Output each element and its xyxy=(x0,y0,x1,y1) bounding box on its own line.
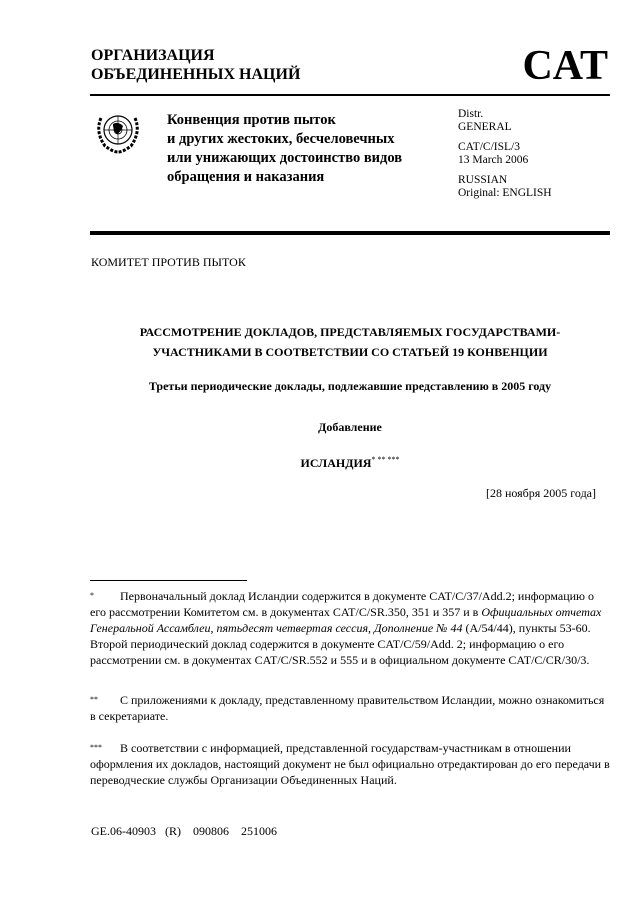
country-heading xyxy=(90,450,610,473)
org-line: ОРГАНИЗАЦИЯ xyxy=(91,47,215,64)
subtitle: Третьи периодические доклады, подлежавшие представлению в 2005 году xyxy=(148,379,552,393)
title-line: РАССМОТРЕНИЕ ДОКЛАДОВ, ПРЕДСТАВЛЯЕМЫХ ГОСУДАРСТВАМИ- xyxy=(139,325,561,339)
footnote-divider xyxy=(90,580,247,581)
distr-label: Distr. xyxy=(458,108,484,120)
footnote-text: С приложениями к докладу, представленному правительством Исландии, можно ознакомиться в секретариате. xyxy=(90,693,605,723)
committee-name: КОМИТЕТ ПРОТИВ ПЫТОК xyxy=(91,255,246,269)
footnote-text: Первоначальный доклад Исландии содержится в документе CAT/C/37/Add.2; информацию о его рассмотрении Комитетом см. в документах CAT/C/SR.350, 351 и 357 и в xyxy=(90,589,595,619)
footnote xyxy=(90,588,610,668)
convention-line: и других жестоких, бесчеловечных xyxy=(167,131,395,147)
footnote-text: В соответствии с информацией, представленной государствам-участникам в отношении оформления их докладов, настоящий документ не был официально отредактирован до его передачи в переводческие службы Организации Объединенных Наций. xyxy=(90,741,610,787)
footnote-mark: * xyxy=(90,591,94,600)
report-date: [28 ноября 2005 года] xyxy=(485,486,596,500)
convention-title xyxy=(167,111,402,187)
org-line: ОБЪЕДИНЕННЫХ НАЦИЙ xyxy=(91,66,301,83)
footnote xyxy=(90,692,610,724)
footnote xyxy=(90,740,610,788)
title-line: УЧАСТНИКАМИ В СООТВЕТСТВИИ СО СТАТЬЕЙ 19 КОНВЕНЦИИ xyxy=(152,345,548,359)
distr-value: GENERAL xyxy=(458,121,512,133)
divider xyxy=(90,94,610,96)
footnote-text: (A/54/44), пункты 53-60. Второй периодический доклад содержится в документе CAT/C/59/Add. 2; информацию о его рассмотрении см. в документах CAT/C/SR.552 и 555 и в официальном документе CAT/C/CR/30/3. xyxy=(90,621,591,667)
convention-line: или унижающих достоинство видов xyxy=(167,150,403,166)
footnote-italic-text: Официальных отчетах Генеральной Ассамблеи, пятьдесят четвертая сессия, Дополнение № 44 xyxy=(90,605,602,635)
footnote-marks: * ** *** xyxy=(371,455,400,464)
document-metadata xyxy=(458,108,552,207)
convention-line: обращения и наказания xyxy=(167,169,325,185)
doc-symbol: CAT/C/ISL/3 xyxy=(458,141,520,153)
job-code: GE.06-40903 (R) 090806 251006 xyxy=(91,824,277,838)
doc-date: 13 March 2006 xyxy=(458,154,529,166)
footnote-mark: ** xyxy=(90,695,98,704)
doc-language: RUSSIAN xyxy=(458,174,508,186)
original-language: Original: ENGLISH xyxy=(458,187,552,199)
divider-thick xyxy=(90,231,610,235)
convention-line: Конвенция против пыток xyxy=(167,112,336,128)
un-emblem-icon xyxy=(94,108,142,154)
document-title xyxy=(90,322,610,362)
country-name: ИСЛАНДИЯ xyxy=(300,456,372,470)
addendum: Добавление xyxy=(318,420,382,434)
footnote-mark: *** xyxy=(90,743,102,752)
organization-name xyxy=(91,46,300,84)
document-symbol-header: CAT xyxy=(522,43,608,89)
